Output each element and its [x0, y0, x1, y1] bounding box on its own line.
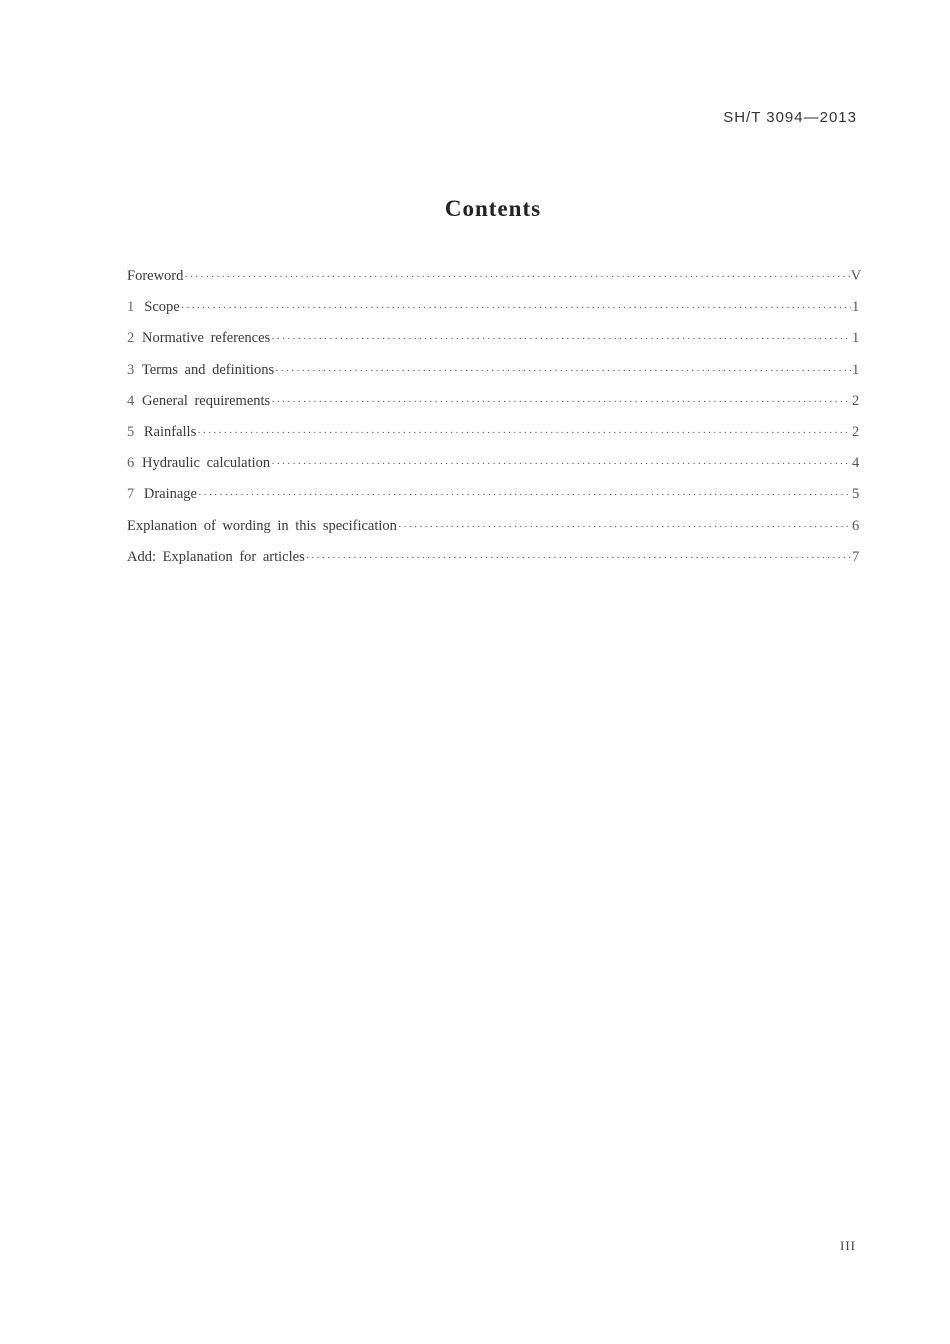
toc-dot-leader [181, 302, 851, 314]
toc-entry-label: Explanation of wording in this specification [127, 517, 397, 534]
page-number: III [840, 1238, 856, 1253]
toc-entry-label: Foreword [127, 268, 184, 284]
toc-entry-label: Drainage [143, 486, 197, 503]
toc-entry-foreword[interactable] [127, 268, 862, 299]
table-of-contents [127, 268, 862, 580]
toc-entry-page: V [850, 268, 862, 284]
standard-number: SH/T 3094—2013 [723, 109, 857, 126]
toc-dot-leader [271, 458, 851, 470]
toc-entry-page: 1 [852, 361, 860, 378]
toc-entry-general-requirements[interactable] [127, 393, 858, 424]
toc-dot-leader [398, 521, 851, 533]
toc-entry-scope[interactable] [127, 299, 858, 330]
toc-dot-leader [271, 396, 851, 408]
toc-entry-page: 2 [852, 423, 860, 440]
toc-entry-page: 1 [852, 330, 860, 347]
toc-entry-page: 6 [852, 517, 860, 534]
toc-entry-explanation-for-articles[interactable] [127, 549, 858, 580]
toc-entry-number: 2 [127, 330, 135, 347]
toc-entry-label: Hydraulic calculation [141, 455, 271, 472]
toc-entry-label: Add: Explanation for articles [127, 548, 305, 565]
toc-entry-page: 5 [852, 486, 860, 503]
toc-entry-page: 4 [852, 455, 860, 472]
toc-dot-leader [275, 365, 851, 377]
toc-entry-number: 5 [127, 423, 135, 440]
toc-entry-page: 1 [852, 299, 860, 316]
toc-entry-page: 2 [852, 392, 860, 409]
toc-dot-leader [306, 552, 851, 564]
toc-entry-terms-and-definitions[interactable] [127, 362, 858, 393]
toc-entry-page: 7 [852, 548, 860, 565]
toc-entry-number: 1 [127, 299, 135, 316]
toc-entry-rainfalls[interactable] [127, 424, 858, 455]
toc-entry-number: 4 [127, 392, 135, 409]
toc-entry-normative-references[interactable] [127, 330, 858, 361]
toc-dot-leader [198, 489, 851, 501]
toc-dot-leader [197, 427, 851, 439]
toc-entry-hydraulic-calculation[interactable] [127, 455, 858, 486]
toc-dot-leader [271, 333, 851, 345]
toc-entry-number: 7 [127, 486, 135, 503]
toc-entry-explanation-of-wording[interactable] [127, 518, 858, 549]
page-title: Contents [444, 196, 542, 221]
toc-entry-label: Normative references [141, 330, 271, 347]
toc-dot-leader [184, 271, 849, 283]
toc-entry-label: General requirements [141, 392, 271, 409]
toc-entry-drainage[interactable] [127, 486, 858, 517]
toc-entry-number: 6 [127, 455, 135, 472]
toc-entry-label: Rainfalls [143, 423, 197, 440]
toc-entry-label: Scope [144, 299, 180, 316]
toc-entry-number: 3 [127, 361, 135, 378]
toc-entry-label: Terms and definitions [141, 361, 275, 378]
